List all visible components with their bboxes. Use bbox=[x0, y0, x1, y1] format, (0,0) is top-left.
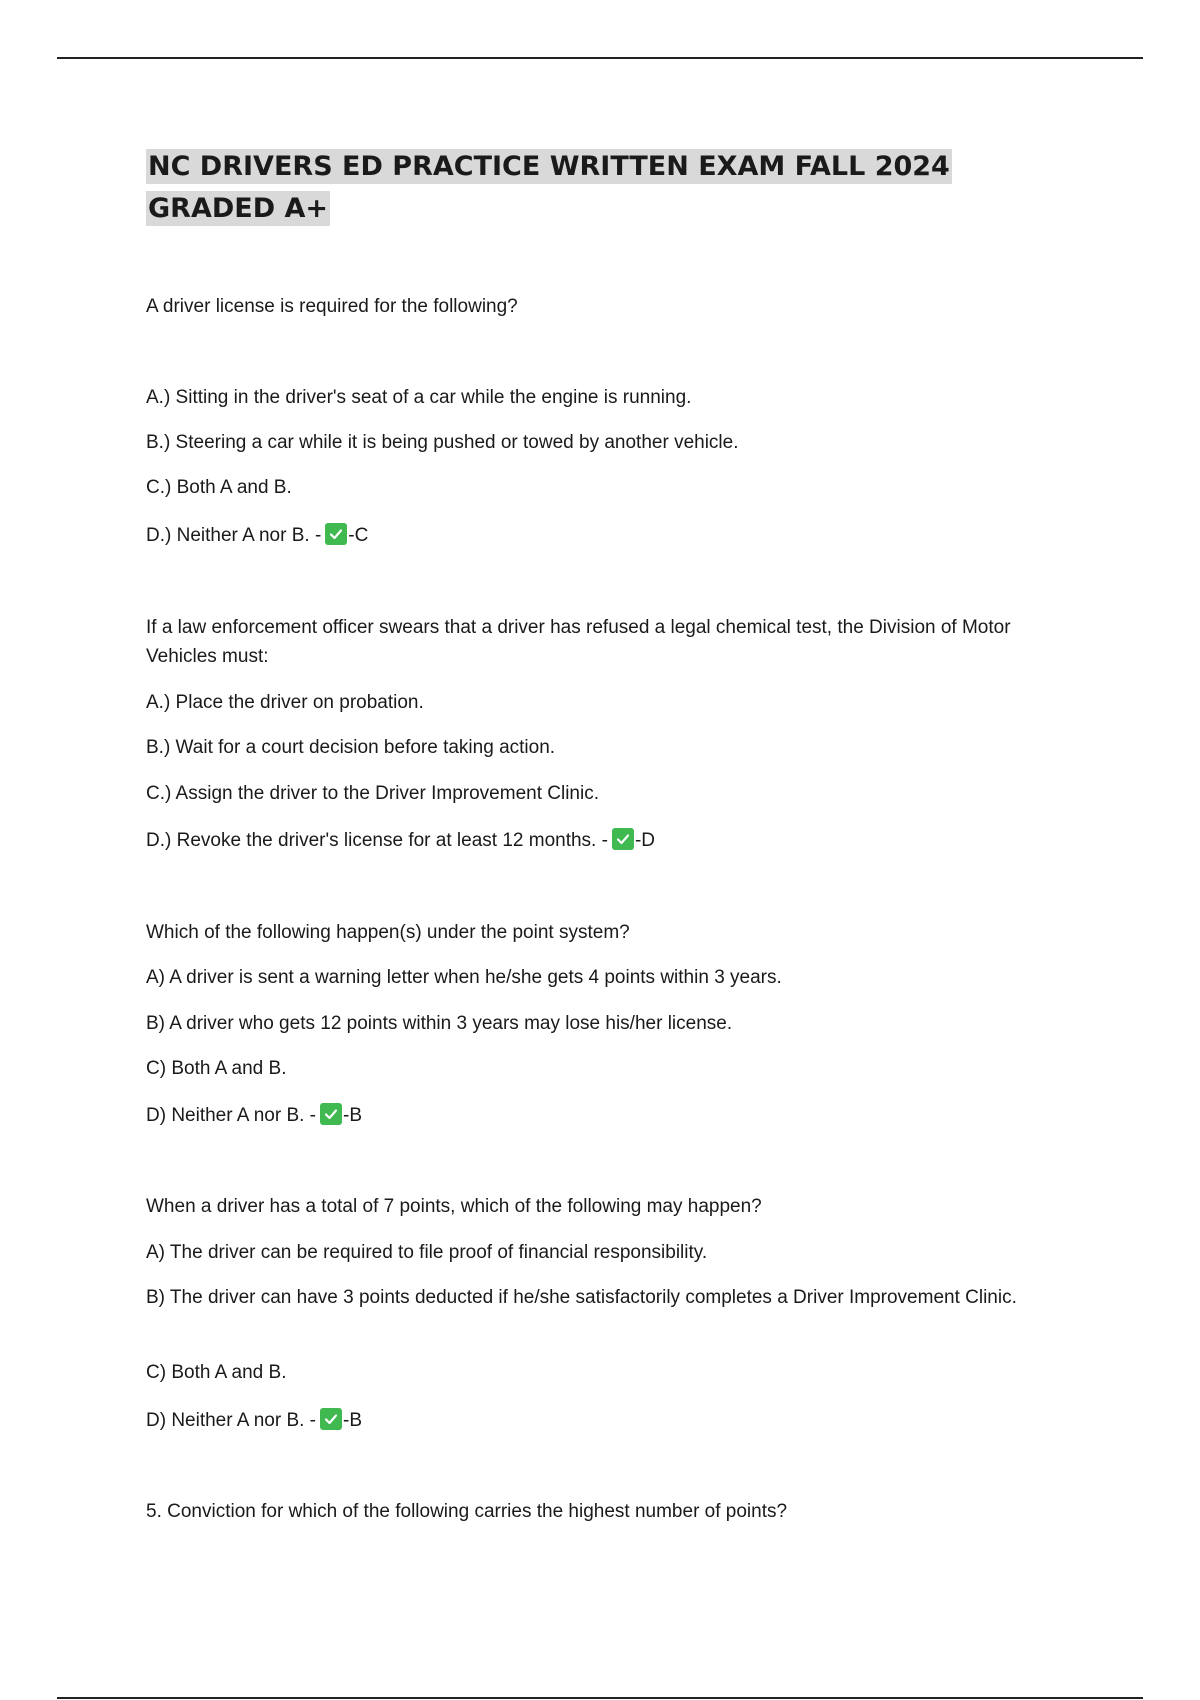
question-5-prompt: 5. Conviction for which of the following carries the highest number of points? bbox=[146, 1501, 788, 1522]
question-2-option-c: C.) Assign the driver to the Driver Improvement Clinic. bbox=[146, 783, 599, 804]
question-1-option-c: C.) Both A and B. bbox=[146, 477, 292, 498]
question-4-prompt: When a driver has a total of 7 points, which of the following may happen? bbox=[146, 1196, 762, 1217]
question-3-option-d bbox=[146, 1101, 1046, 1130]
footer-rule bbox=[57, 1697, 1143, 1699]
question-4-option-c: C) Both A and B. bbox=[146, 1362, 287, 1383]
question-2-answer: -D bbox=[634, 830, 655, 851]
question-4-answer: -B bbox=[343, 1410, 363, 1431]
question-3-option-d-text: D) Neither A nor B. - bbox=[146, 1105, 317, 1126]
document-title: NC DRIVERS ED PRACTICE WRITTEN EXAM FALL 2024 GRADED A+ bbox=[148, 151, 950, 224]
question-4-option-d-text: D) Neither A nor B. - bbox=[146, 1410, 317, 1431]
question-3-prompt: Which of the following happen(s) under the point system? bbox=[146, 922, 630, 943]
question-2-option-d bbox=[146, 826, 1046, 855]
question-1-option-b: B.) Steering a car while it is being pushed or towed by another vehicle. bbox=[146, 432, 739, 453]
question-1-option-d bbox=[146, 521, 1046, 550]
check-mark-icon bbox=[325, 523, 347, 545]
question-3-option-c: C) Both A and B. bbox=[146, 1058, 287, 1079]
question-4-option-d bbox=[146, 1406, 1046, 1435]
question-3-option-b: B) A driver who gets 12 points within 3 years may lose his/her license. bbox=[146, 1013, 733, 1034]
question-1-option-d-text: D.) Neither A nor B. - bbox=[146, 525, 322, 546]
check-mark-icon bbox=[612, 828, 634, 850]
question-2-option-d-text: D.) Revoke the driver's license for at least 12 months. - bbox=[146, 830, 608, 851]
question-1-prompt: A driver license is required for the following? bbox=[146, 296, 518, 317]
header-rule bbox=[57, 57, 1143, 59]
question-4-option-a: A) The driver can be required to file proof of financial responsibility. bbox=[146, 1242, 708, 1263]
question-1-answer: -C bbox=[348, 525, 369, 546]
question-2-prompt: If a law enforcement officer swears that a driver has refused a legal chemical test, the Division of Motor Vehicles must: bbox=[146, 617, 1011, 667]
question-4-option-b: B) The driver can have 3 points deducted if he/she satisfactorily completes a Driver Improvement Clinic. bbox=[146, 1287, 1017, 1308]
question-3-option-a: A) A driver is sent a warning letter when he/she gets 4 points within 3 years. bbox=[146, 967, 782, 988]
check-mark-icon bbox=[320, 1408, 342, 1430]
question-1-option-a: A.) Sitting in the driver's seat of a car while the engine is running. bbox=[146, 387, 692, 408]
question-2-option-a: A.) Place the driver on probation. bbox=[146, 692, 424, 713]
question-2-option-b: B.) Wait for a court decision before taking action. bbox=[146, 737, 556, 758]
check-mark-icon bbox=[320, 1103, 342, 1125]
question-3-answer: -B bbox=[343, 1105, 363, 1126]
